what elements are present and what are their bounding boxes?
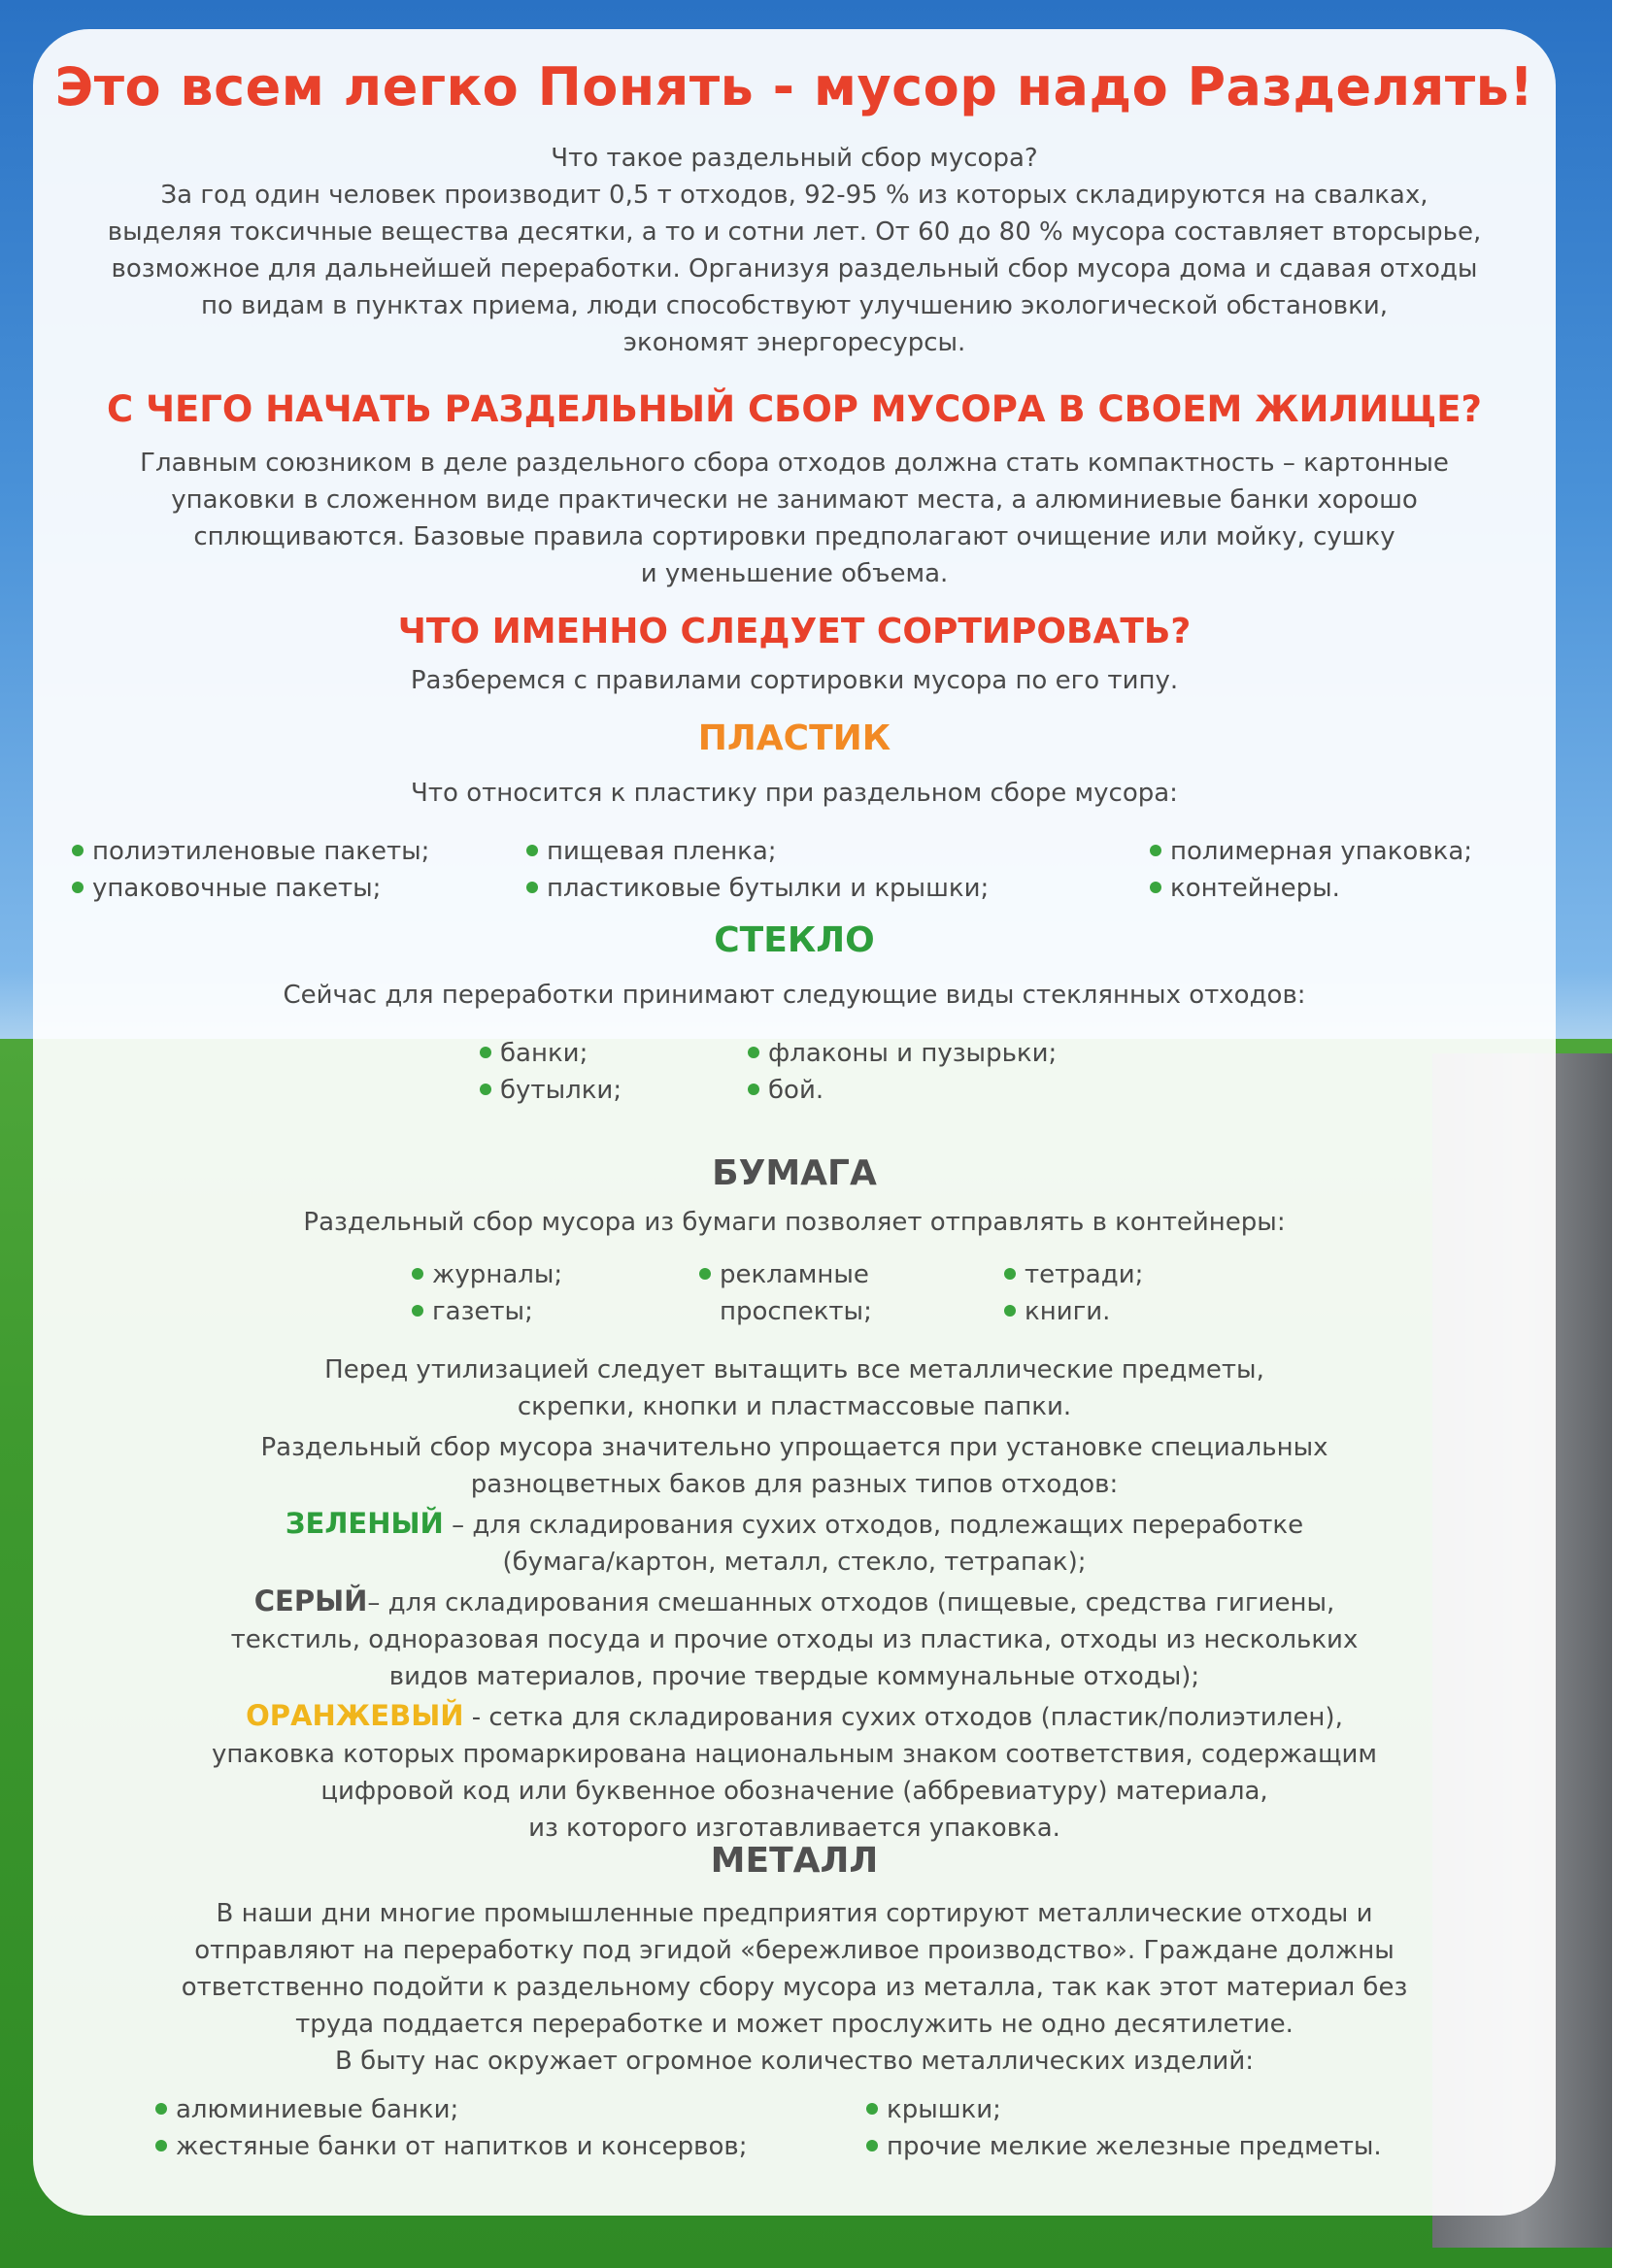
list-item: журналы;	[412, 1256, 562, 1293]
metal-line: труда поддается переработке и может прослужить не одно десятилетие.	[295, 2010, 1294, 2039]
gray-bin-line: видов материалов, прочие твердые коммунальные отходы);	[388, 1662, 1200, 1691]
list-item: алюминиевые банки;	[155, 2091, 748, 2128]
plastic-list-3	[1150, 833, 1472, 907]
gray-bin-text: СЕРЫЙ– для складирования смешанных отходов (пищевые, средства гигиены, текстиль, одноразовая посуда и прочие отходы из пластика, отходы из нескольких видов материалов, прочие твердые коммунальные отходы);	[33, 1583, 1556, 1695]
list-item: рекламные	[699, 1256, 872, 1293]
bullet-icon	[480, 1047, 491, 1058]
info-card	[33, 29, 1556, 2216]
gray-bin-line: текстиль, одноразовая посуда и прочие отходы из пластика, отходы из нескольких	[230, 1625, 1359, 1654]
list-item: бутылки;	[480, 1072, 622, 1109]
gray-bin-label: СЕРЫЙ	[253, 1584, 368, 1618]
list-item: полиэтиленовые пакеты;	[72, 833, 429, 870]
orange-bin-line: из которого изготавливается упаковка.	[528, 1814, 1060, 1843]
bins-line: Раздельный сбор мусора значительно упрощается при установке специальных	[260, 1433, 1328, 1462]
intro-line: Что такое раздельный сбор мусора?	[551, 144, 1038, 173]
green-bin-line: (бумага/картон, металл, стекло, тетрапак);	[502, 1548, 1087, 1577]
intro-line: возможное для дальнейшей переработки. Организуя раздельный сбор мусора дома и сдавая отходы	[111, 254, 1478, 284]
bullet-icon	[748, 1084, 759, 1095]
bullet-icon	[1004, 1305, 1016, 1317]
list-item: полимерная упаковка;	[1150, 833, 1472, 870]
paper-note	[33, 1351, 1556, 1425]
start-text	[33, 445, 1556, 592]
metal-list-2	[866, 2091, 1382, 2165]
metal-line: В быту нас окружает огромное количество металлических изделий:	[335, 2047, 1254, 2076]
list-item: пластиковые бутылки и крышки;	[526, 870, 989, 907]
list-item-continuation: проспекты;	[720, 1297, 872, 1326]
list-item: жестяные банки от напитков и консервов;	[155, 2128, 748, 2165]
bullet-icon	[1150, 882, 1161, 893]
green-bin-text: ЗЕЛЕНЫЙ – для складирования сухих отходов, подлежащих переработке (бумага/картон, металл, стекло, тетрапак);	[33, 1505, 1556, 1581]
orange-bin-label: ОРАНЖЕВЫЙ	[246, 1699, 464, 1732]
note-line: скрепки, кнопки и пластмассовые папки.	[517, 1392, 1072, 1421]
bullet-icon	[699, 1268, 711, 1280]
glass-list-1	[480, 1035, 622, 1109]
metal-text	[33, 1895, 1556, 2080]
orange-bin-text: ОРАНЖЕВЫЙ - сетка для складирования сухих отходов (пластик/полиэтилен), упаковка которых промаркирована национальным знаком соответствия, содержащим цифровой код или буквенное обозначение (аббревиатуру) материала, из которого изготавливается упаковка.	[33, 1697, 1556, 1847]
list-item: газеты;	[412, 1293, 562, 1330]
metal-line: ответственно подойти к раздельному сбору мусора из металла, так как этот материал без	[181, 1973, 1408, 2002]
list-item: книги.	[1004, 1293, 1143, 1330]
bins-intro	[33, 1429, 1556, 1503]
what-heading: ЧТО ИМЕННО СЛЕДУЕТ СОРТИРОВАТЬ?	[397, 612, 1192, 651]
list-item: прочие мелкие железные предметы.	[866, 2128, 1382, 2165]
metal-heading: МЕТАЛЛ	[710, 1841, 879, 1881]
bullet-icon	[748, 1047, 759, 1058]
paper-list-2	[699, 1256, 872, 1330]
plastic-heading: ПЛАСТИК	[697, 718, 891, 758]
bullet-icon	[526, 882, 538, 893]
page-title: Это всем легко Понять - мусор надо Разделять!	[54, 56, 1534, 117]
bullet-icon	[866, 2140, 878, 2151]
bullet-icon	[412, 1268, 423, 1280]
page-edge	[1612, 0, 1647, 2268]
bullet-icon	[1004, 1268, 1016, 1280]
glass-heading: СТЕКЛО	[714, 920, 875, 960]
bins-line: разноцветных баков для разных типов отходов:	[470, 1470, 1119, 1499]
list-item: пищевая пленка;	[526, 833, 989, 870]
intro-line: экономят энергоресурсы.	[622, 328, 966, 357]
list-item: флаконы и пузырьки;	[748, 1035, 1057, 1072]
start-line: и уменьшение объема.	[640, 559, 949, 588]
paper-subtitle: Раздельный сбор мусора из бумаги позволяет отправлять в контейнеры:	[303, 1208, 1286, 1237]
intro-line: выделяя токсичные вещества десятки, а то и сотни лет. От 60 до 80 % мусора составляет вторсырье,	[107, 217, 1482, 247]
list-item: тетради;	[1004, 1256, 1143, 1293]
green-bin-label: ЗЕЛЕНЫЙ	[285, 1507, 444, 1540]
list-item: контейнеры.	[1150, 870, 1472, 907]
glass-subtitle: Сейчас для переработки принимают следующие виды стеклянных отходов:	[283, 981, 1306, 1010]
metal-line: В наши дни многие промышленные предприятия сортируют металлические отходы и	[216, 1899, 1373, 1928]
glass-list-2	[748, 1035, 1057, 1109]
list-item: упаковочные пакеты;	[72, 870, 429, 907]
paper-heading: БУМАГА	[712, 1153, 877, 1193]
bullet-icon	[480, 1084, 491, 1095]
orange-bin-line: упаковка которых промаркирована национальным знаком соответствия, содержащим	[212, 1740, 1377, 1769]
bullet-icon	[155, 2140, 167, 2151]
start-line: Главным союзником в деле раздельного сбора отходов должна стать компактность – картонные	[140, 449, 1449, 478]
bullet-icon	[72, 882, 84, 893]
metal-line: отправляют на переработку под эгидой «бережливое производство». Граждане должны	[194, 1936, 1395, 1965]
paper-list-3	[1004, 1256, 1143, 1330]
bullet-icon	[1150, 845, 1161, 856]
bullet-icon	[412, 1305, 423, 1317]
list-item: крышки;	[866, 2091, 1382, 2128]
note-line: Перед утилизацией следует вытащить все металлические предметы,	[324, 1355, 1264, 1384]
list-item: бой.	[748, 1072, 1057, 1109]
bullet-icon	[866, 2103, 878, 2115]
bullet-icon	[72, 845, 84, 856]
plastic-subtitle: Что относится к пластику при раздельном сборе мусора:	[411, 779, 1178, 808]
orange-bin-line: цифровой код или буквенное обозначение (аббревиатуру) материала,	[320, 1777, 1268, 1806]
start-heading: С ЧЕГО НАЧАТЬ РАЗДЕЛЬНЫЙ СБОР МУСОРА В СВОЕМ ЖИЛИЩЕ?	[107, 388, 1482, 430]
plastic-list-2	[526, 833, 989, 907]
start-line: упаковки в сложенном виде практически не занимают места, а алюминиевые банки хорошо	[171, 485, 1418, 515]
bullet-icon	[155, 2103, 167, 2115]
paper-list-1	[412, 1256, 562, 1330]
what-subtitle: Разберемся с правилами сортировки мусора по его типу.	[410, 666, 1179, 695]
plastic-list-1	[72, 833, 429, 907]
intro-text	[33, 140, 1556, 361]
intro-line: по видам в пунктах приема, люди способствуют улучшению экологической обстановки,	[201, 291, 1388, 320]
list-item: банки;	[480, 1035, 622, 1072]
metal-list-1	[155, 2091, 748, 2165]
start-line: сплющиваются. Базовые правила сортировки предполагают очищение или мойку, сушку	[193, 522, 1395, 551]
bullet-icon	[526, 845, 538, 856]
intro-line: За год один человек производит 0,5 т отходов, 92-95 % из которых складируются на свалках,	[160, 181, 1429, 210]
